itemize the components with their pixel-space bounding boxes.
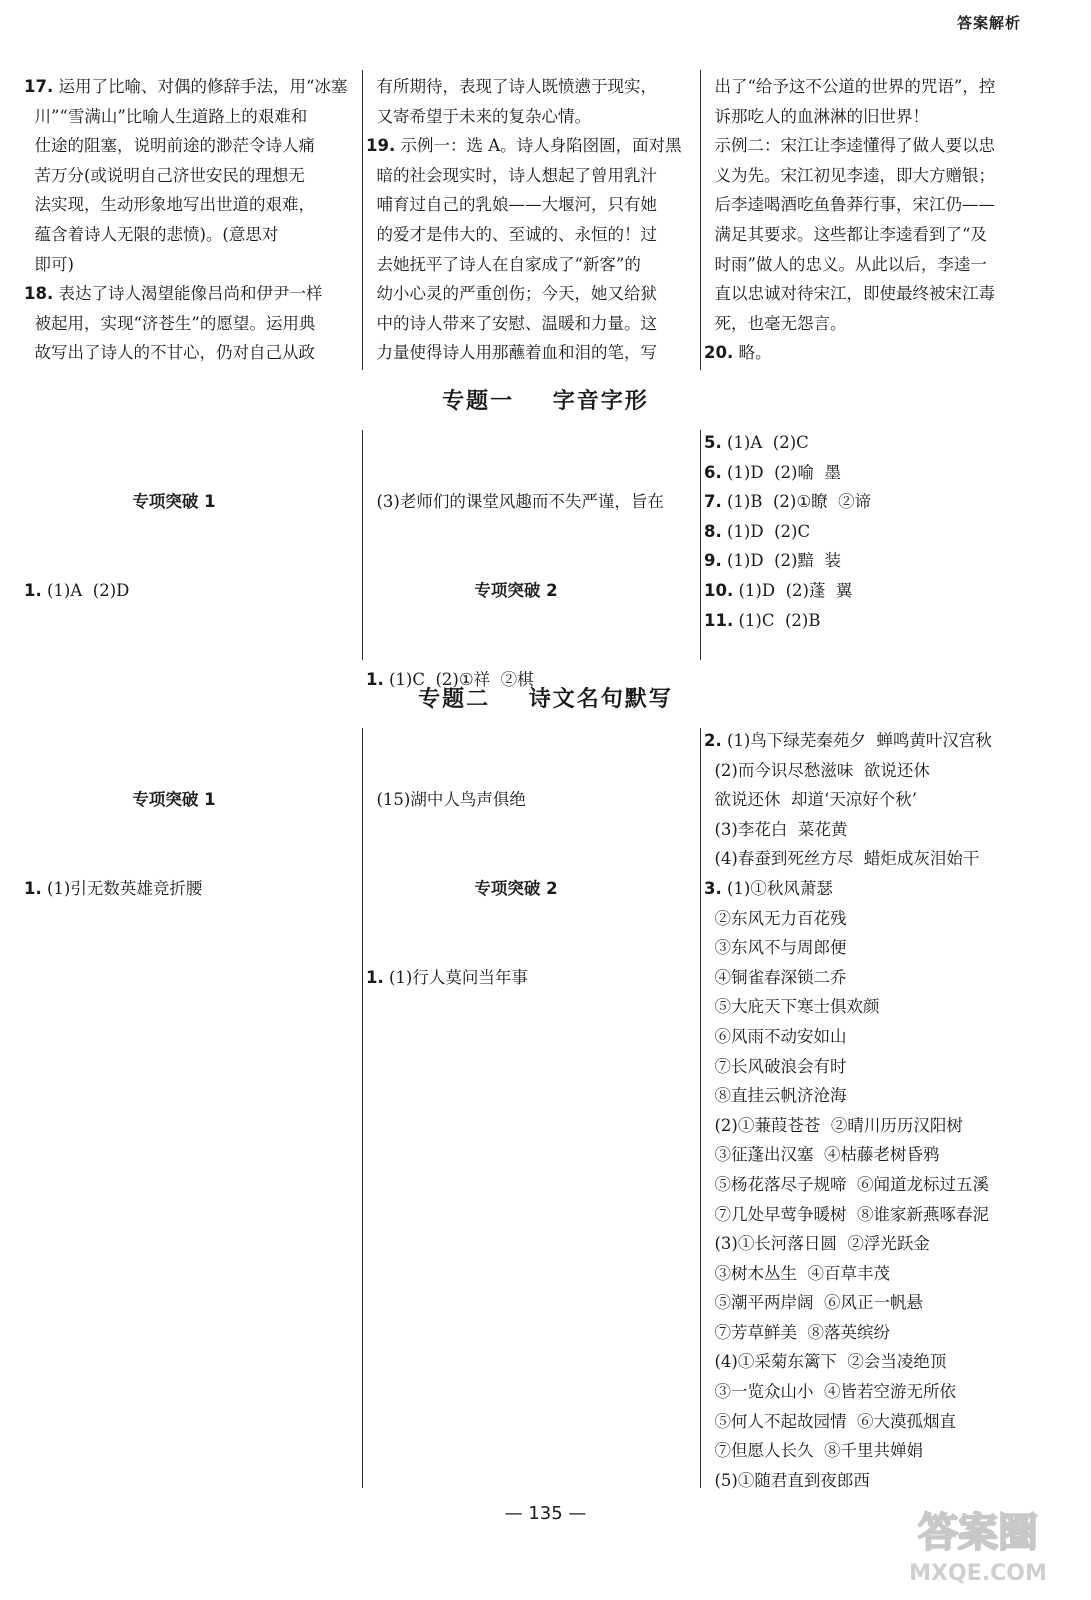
text-line: 暗的社会现实时，诗人想起了曾用乳汁 xyxy=(366,165,657,185)
text-line: 诉那吃人的血淋淋的旧世界！ xyxy=(704,106,929,126)
text-line: (5)①随君直到夜郎西 xyxy=(704,1470,870,1490)
text-line: (3)老师们的课堂风趣而不失严谨，旨在 xyxy=(366,492,664,512)
item-text: (1)行人莫问当年事 xyxy=(383,967,528,987)
text-line: ⑤潮平两岸阔 ⑥风正一帆悬 xyxy=(704,1293,923,1313)
text-line: 法实现，生动形象地写出世道的艰难， xyxy=(24,195,315,215)
section-title-1: 专题一 字音字形 xyxy=(442,389,649,414)
text-line xyxy=(24,279,354,309)
section2-column-2 xyxy=(366,726,696,1022)
text-line: 故写出了诗人的不甘心，仍对自己从政 xyxy=(24,343,315,363)
text-line: 仕途的阻塞，说明前途的渺茫令诗人痛 xyxy=(24,136,315,156)
text-line: ③一览众山小 ④皆若空游无所依 xyxy=(704,1382,956,1402)
text-line xyxy=(704,428,1034,458)
text-line: (2)①蒹葭苍苍 ②晴川历历汉阳树 xyxy=(704,1115,963,1135)
item-number: 8. xyxy=(704,521,722,541)
item-number: 1. xyxy=(24,878,42,898)
text-line xyxy=(24,72,354,102)
item-text: (1)B (2)①瞭 ②谛 xyxy=(721,492,872,512)
text-line xyxy=(704,576,1034,606)
text-line: 后李逵喝酒吃鱼鲁莽行事，宋江仍—— xyxy=(704,195,995,215)
item-number: 2. xyxy=(704,731,722,750)
running-header: 答案解析 xyxy=(956,14,1021,32)
text-line: 满足其要求。这些都让李逵看到了“及 xyxy=(704,224,987,244)
subsection-heading: 专项突破 2 xyxy=(474,580,558,600)
top-column-1 xyxy=(24,72,354,368)
text-line: (2)而今识尽愁滋味 欲说还休 xyxy=(704,760,930,780)
text-line: ⑥风雨不动安如山 xyxy=(704,1026,847,1046)
text-line: 又寄希望于未来的复杂心情。 xyxy=(366,106,591,126)
item-text: (1)D (2)喻 墨 xyxy=(721,462,841,482)
text-line xyxy=(704,487,1034,517)
text-line xyxy=(704,517,1034,547)
text-line: ③征蓬出汉塞 ④枯藤老树昏鸦 xyxy=(704,1145,940,1165)
column-divider xyxy=(700,430,701,660)
subsection-heading: 专项突破 1 xyxy=(132,492,216,512)
column-divider xyxy=(700,728,701,1488)
section1-column-2 xyxy=(366,428,696,724)
page-number: — 135 — xyxy=(504,1503,587,1524)
text-line: 蕴含着诗人无限的悲愤)。(意思对 xyxy=(24,224,279,244)
text-line: ④铜雀春深锁二乔 xyxy=(704,967,847,987)
text-line: 被起用，实现“济苍生”的愿望。运用典 xyxy=(24,313,316,333)
item-text: (1)D (2)蓬 翼 xyxy=(733,580,853,600)
text-line: 死，也毫无怨言。 xyxy=(704,313,847,333)
subsection-heading: 专项突破 1 xyxy=(132,790,216,810)
top-column-3 xyxy=(704,72,1034,368)
text-line: ⑤大庇天下寒士俱欢颜 xyxy=(704,997,880,1017)
text-line: ②东风无力百花残 xyxy=(704,908,847,928)
text-line xyxy=(704,458,1034,488)
text-line: ③东风不与周郎便 xyxy=(704,938,847,958)
text-line: 直以忠诚对待宋江，即使最终被宋江毒 xyxy=(704,284,995,304)
text-line xyxy=(366,131,696,161)
item-number: 1. xyxy=(366,669,384,689)
text-line: ⑤何人不起故园情 ⑥大漠孤烟直 xyxy=(704,1411,956,1431)
item-text: 表达了诗人渴望能像吕尚和伊尹一样 xyxy=(53,284,323,304)
section1-column-3 xyxy=(704,428,1034,635)
text-line: 的爱才是伟大的、至诚的、永恒的！过 xyxy=(366,224,657,244)
text-line: ⑦长风破浪会有时 xyxy=(704,1056,847,1076)
text-line: 出了“给予这不公道的世界的咒语”，控 xyxy=(704,77,996,96)
item-number: 10. xyxy=(704,580,734,600)
text-line: 欲说还休 却道‘天凉好个秋’ xyxy=(704,790,917,810)
text-line: 即可) xyxy=(24,254,74,274)
text-line: (3)李花白 菜花黄 xyxy=(704,819,848,839)
section2-column-1 xyxy=(24,726,354,933)
section2-column-3 xyxy=(704,726,1044,1495)
section-title-2: 专题二 诗文名句默写 xyxy=(418,687,673,712)
text-line: 去她抚平了诗人在自家成了“新客”的 xyxy=(366,254,641,274)
text-line: 苦万分(或说明自己济世安民的理想无 xyxy=(24,165,305,185)
item-number: 9. xyxy=(704,551,722,571)
text-line: 中的诗人带来了安慰、温暖和力量。这 xyxy=(366,313,657,333)
item-number: 7. xyxy=(704,492,722,512)
item-text: (1)鸟下绿芜秦苑夕 蝉鸣黄叶汉宫秋 xyxy=(721,731,992,750)
item-text: (1)①秋风萧瑟 xyxy=(721,878,833,898)
text-line: ⑦但愿人长久 ⑧千里共婵娟 xyxy=(704,1441,923,1461)
text-line: (4)春蚕到死丝方尽 蜡炬成灰泪始干 xyxy=(704,849,980,869)
text-line: 义为先。宋江初见李逵，即大方赠银； xyxy=(704,165,995,185)
item-text: 运用了比喻、对偶的修辞手法，用“冰塞 xyxy=(53,77,348,96)
item-number: 5. xyxy=(704,433,722,452)
section1-column-1 xyxy=(24,428,354,635)
item-number: 1. xyxy=(366,967,384,987)
text-line: 川”“雪满山”比喻人生道路上的艰难和 xyxy=(24,106,308,126)
text-line: ③树木丛生 ④百草丰茂 xyxy=(704,1263,890,1283)
column-divider xyxy=(362,70,363,370)
text-line xyxy=(366,963,696,993)
watermark-url: MXQE.COM xyxy=(909,1561,1047,1586)
subsection-heading: 专项突破 2 xyxy=(474,878,558,898)
item-text: 略。 xyxy=(733,343,772,363)
item-number: 1. xyxy=(24,580,42,600)
text-line: (15)湖中人鸟声俱绝 xyxy=(366,790,526,810)
column-divider xyxy=(362,728,363,1488)
top-column-2 xyxy=(366,72,696,368)
text-line xyxy=(704,726,1044,756)
text-line: (4)①采菊东篱下 ②会当凌绝顶 xyxy=(704,1352,947,1372)
text-line: ⑤杨花落尽子规啼 ⑥闻道龙标过五溪 xyxy=(704,1174,989,1194)
text-line xyxy=(704,874,1044,904)
item-number: 11. xyxy=(704,610,734,630)
text-line: 有所期待，表现了诗人既愤懑于现实， xyxy=(366,77,657,96)
item-number: 20. xyxy=(704,343,734,363)
text-line: 幼小心灵的严重创伤；今天，她又给狱 xyxy=(366,284,657,304)
item-number: 19. xyxy=(366,136,396,156)
item-text: (1)引无数英雄竞折腰 xyxy=(41,878,203,898)
column-divider xyxy=(362,430,363,660)
item-text: (1)A (2)D xyxy=(41,580,130,600)
text-line: 哺育过自己的乳娘——大堰河，只有她 xyxy=(366,195,657,215)
text-line: ⑦几处早莺争暖树 ⑧谁家新燕啄春泥 xyxy=(704,1204,989,1224)
text-line xyxy=(704,338,1034,368)
item-text: (1)D (2)黯 装 xyxy=(721,551,841,571)
text-line: (3)①长河落日圆 ②浮光跃金 xyxy=(704,1234,930,1254)
text-line xyxy=(24,874,354,904)
item-text: (1)D (2)C xyxy=(721,521,811,541)
watermark-text: 答案圈 xyxy=(918,1510,1038,1556)
text-line: 力量使得诗人用那蘸着血和泪的笔，写 xyxy=(366,343,657,363)
watermark-logo xyxy=(883,1500,1073,1590)
item-text: (1)C (2)B xyxy=(733,610,821,630)
text-line: 时雨”做人的忠义。从此以后，李逵一 xyxy=(704,254,987,274)
text-line xyxy=(704,606,1034,636)
text-line xyxy=(24,576,354,606)
item-number: 6. xyxy=(704,462,722,482)
text-line xyxy=(704,546,1034,576)
item-number: 3. xyxy=(704,878,722,898)
text-line: 示例二：宋江让李逵懂得了做人要以忠 xyxy=(704,136,995,156)
text-line: ⑧直挂云帆济沧海 xyxy=(704,1086,847,1106)
item-number: 18. xyxy=(24,284,54,304)
text-line: ⑦芳草鲜美 ⑧落英缤纷 xyxy=(704,1322,890,1342)
item-text: (1)A (2)C xyxy=(721,433,809,452)
item-text: (1)C (2)①祥 ②棋 xyxy=(383,669,534,689)
item-text: 示例一：选 A。诗人身陷囹圄，面对黑 xyxy=(395,136,682,156)
column-divider xyxy=(700,70,701,370)
item-number: 17. xyxy=(24,77,54,96)
